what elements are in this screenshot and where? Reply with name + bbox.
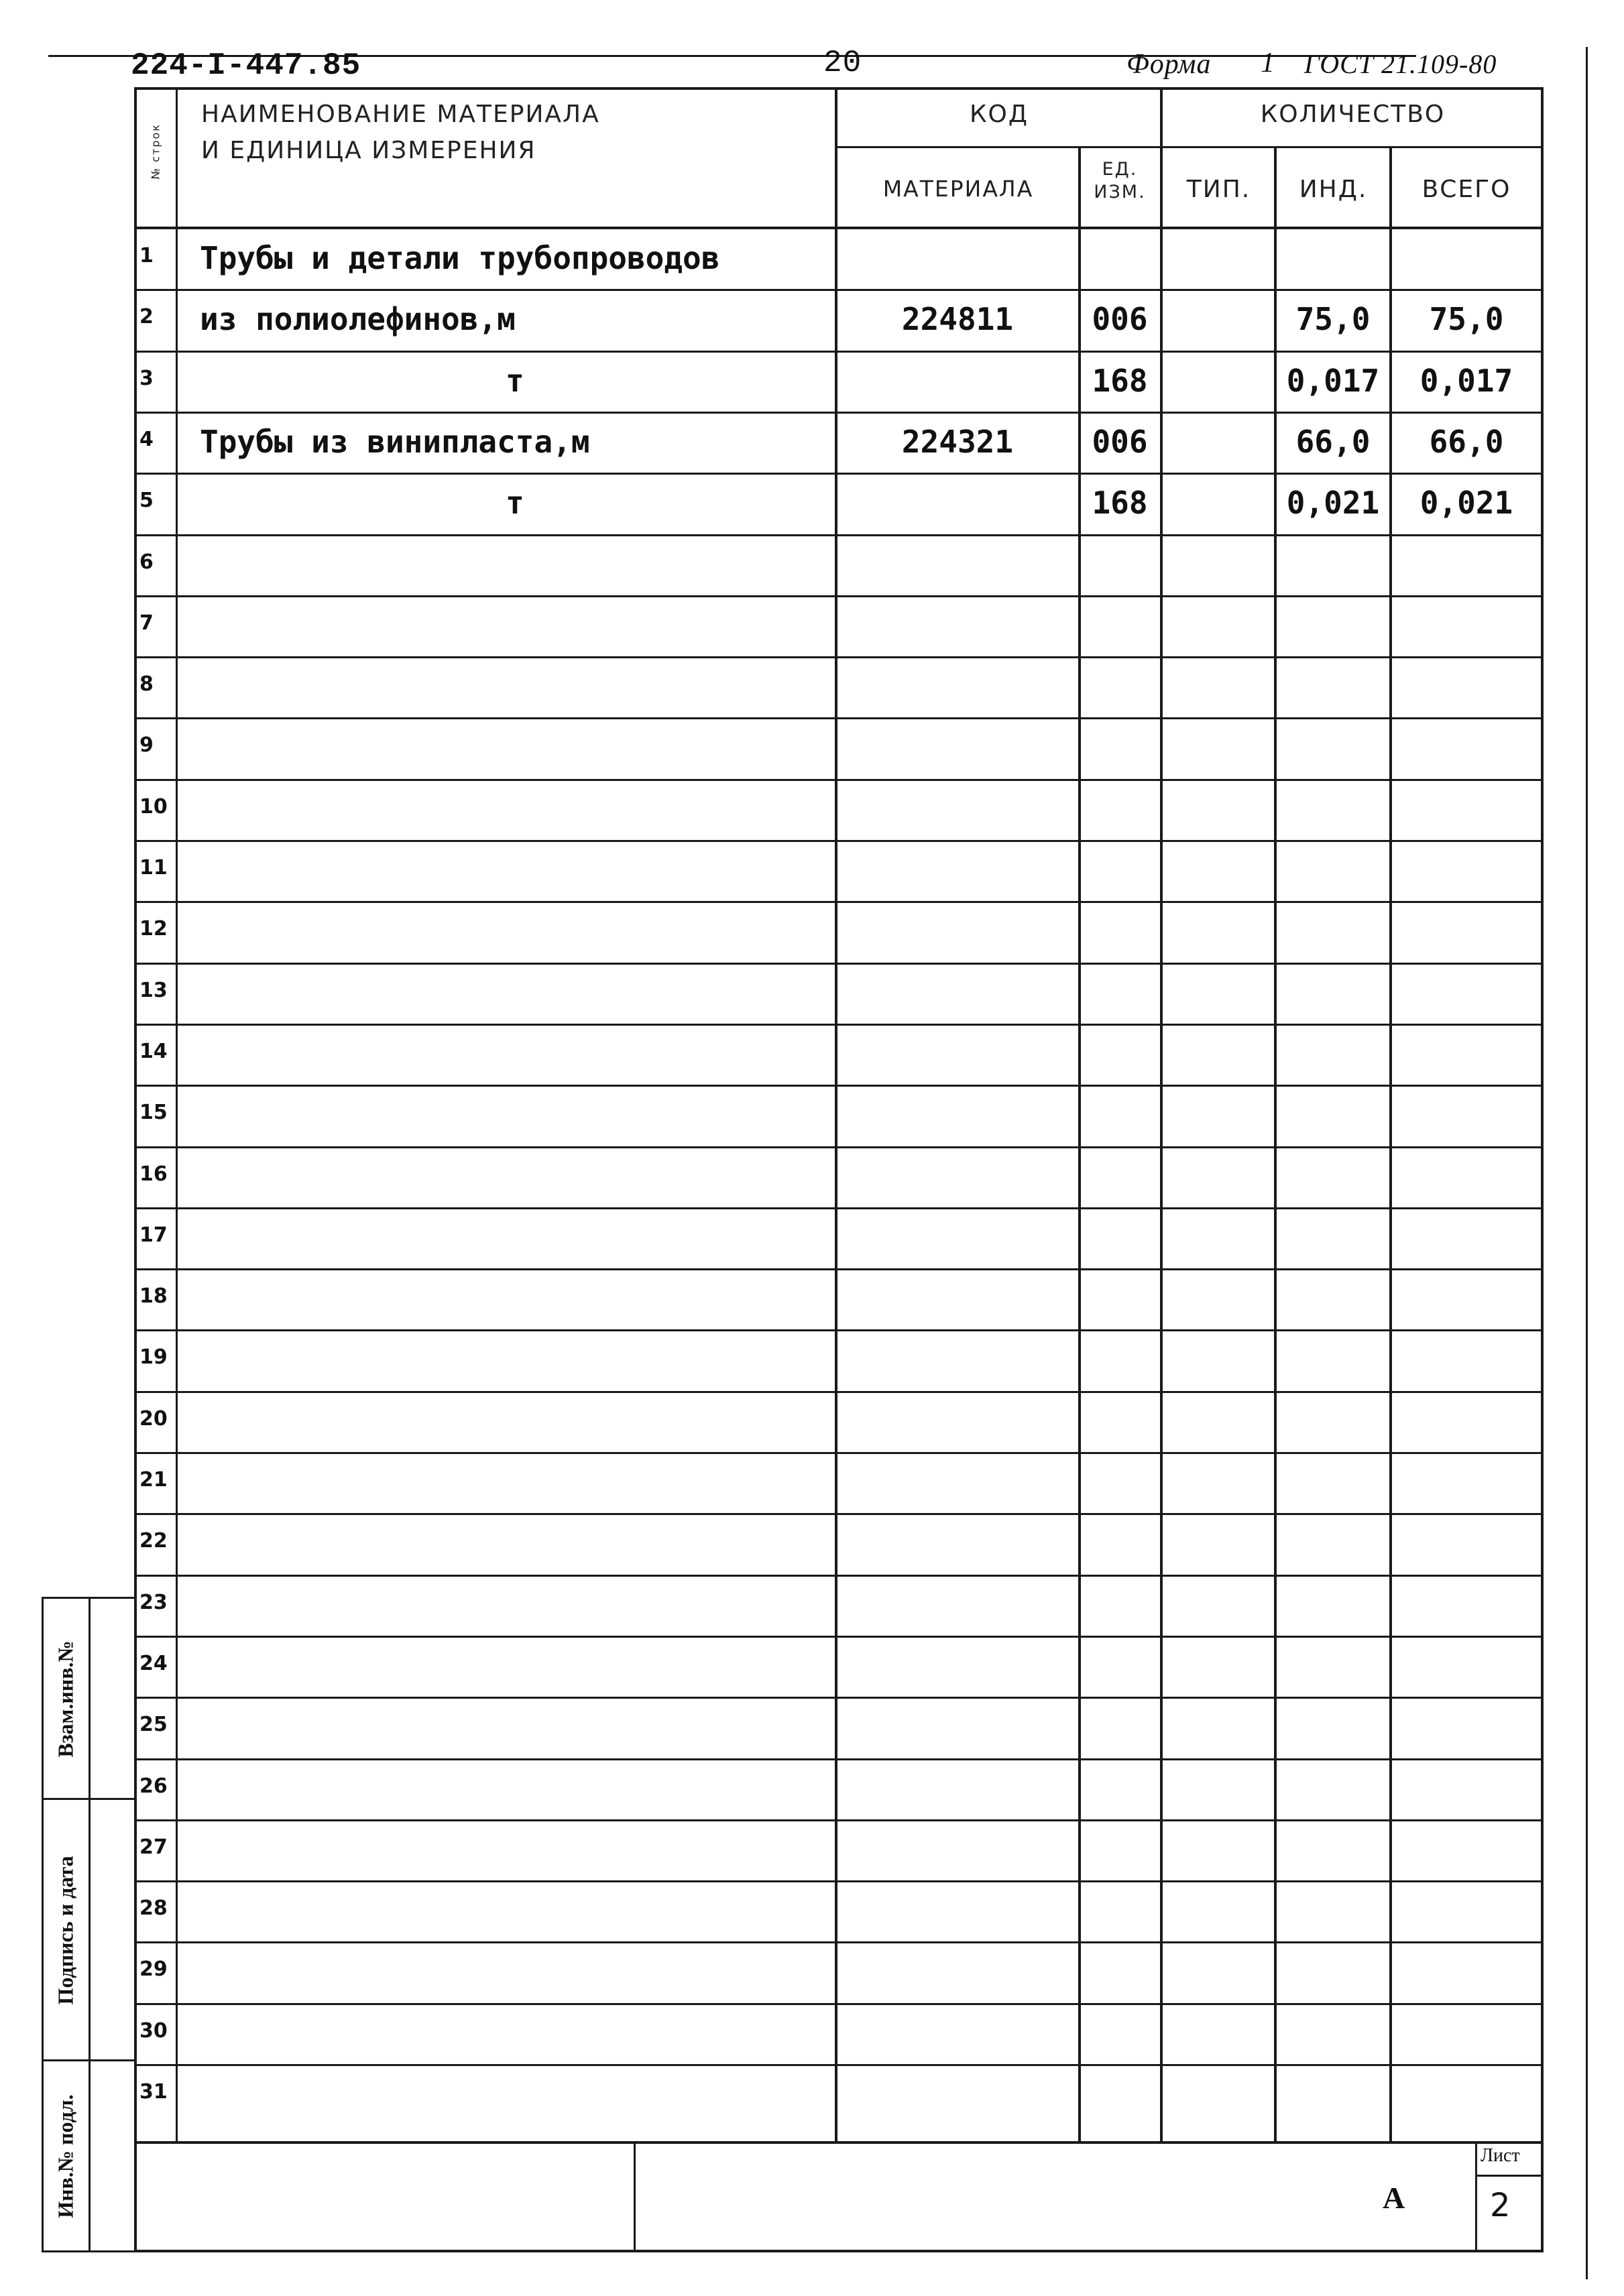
row-rule [134,289,1544,291]
page-number: 20 [823,46,862,80]
row-number: 11 [139,856,168,880]
col-rule-typ [1274,146,1277,2141]
cell-ind: 75,0 [1295,301,1371,338]
row-number: 24 [139,1651,168,1675]
row-rule [134,1941,1544,1943]
row-rule [134,595,1544,597]
row-rule [134,1268,1544,1270]
header-bottom-rule [134,227,1544,229]
row-rule [134,963,1544,965]
col-rule-code [1078,146,1081,2141]
col-header-total: ВСЕГО [1422,176,1511,203]
row-rule [134,1024,1544,1026]
header-sub-rule [835,146,1544,148]
row-number: 20 [139,1406,168,1431]
row-rule [134,1819,1544,1821]
cell-name: из полиолефинов,м [200,301,516,338]
doc-code: 224-I-447.85 [131,48,361,83]
format-label: А [1383,2181,1405,2215]
row-number: 1 [139,244,154,267]
col-header-typ: ТИП. [1186,176,1251,203]
row-number: 26 [139,1774,168,1798]
row-rule [134,1697,1544,1699]
col-header-unit: ЕД. ИЗМ. [1094,159,1146,202]
row-rule [134,534,1544,536]
row-number: 10 [139,794,168,819]
row-number: 29 [139,1957,168,1982]
row-rule [134,1575,1544,1577]
row-number: 17 [139,1223,168,1247]
row-number: 30 [139,2018,168,2043]
cell-total: 0,021 [1419,485,1513,522]
side-stamp-signature: Подпись и дата [53,1855,78,2005]
row-number: 19 [139,1345,168,1370]
cell-name: Трубы и детали трубопроводов [200,240,720,276]
cell-unit: 006 [1092,301,1148,338]
cell-ind: 66,0 [1295,423,1371,460]
row-number: 22 [139,1529,168,1553]
row-number: 27 [139,1835,168,1859]
side-stamp-inventory: Инв.№ подл. [53,2094,78,2218]
row-number: 16 [139,1162,168,1186]
sheet-label: Лист [1481,2145,1520,2166]
row-rule [134,1207,1544,1209]
row-rule [134,779,1544,781]
row-number: 31 [139,2080,168,2104]
form-number: 1 [1261,48,1275,78]
col-header-name-line2: И ЕДИНИЦА ИЗМЕРЕНИЯ [201,137,536,164]
stamp-divider [634,2141,636,2252]
row-rule [134,1146,1544,1148]
col-header-material: МАТЕРИАЛА [882,176,1034,202]
cell-name: т [506,362,524,399]
cell-unit: 006 [1092,423,1148,460]
cell-ind: 0,017 [1286,362,1380,399]
row-rule [134,1329,1544,1331]
cell-unit: 168 [1092,362,1148,399]
side-stamp-exchange: Взам.инв.№ [53,1640,78,1758]
col-header-quantity: КОЛИЧЕСТВО [1260,101,1446,128]
row-number: 6 [139,550,154,574]
row-rule [134,1636,1544,1638]
stamp-top-rule [134,2141,1544,2144]
row-rule [134,656,1544,658]
col-header-ind: ИНД. [1299,176,1368,203]
col-header-name-line1: НАИМЕНОВАНИЕ МАТЕРИАЛА [201,101,600,128]
row-rule [134,1452,1544,1454]
row-rule [134,1880,1544,1882]
row-number: 12 [139,917,168,941]
row-rule [134,412,1544,414]
right-margin-rule [1586,47,1588,2279]
cell-ind: 0,021 [1286,485,1380,522]
row-number: 21 [139,1468,168,1492]
form-label: Форма [1126,49,1212,80]
gost-reference: ГОСТ 21.109-80 [1304,49,1497,79]
cell-name: Трубы из винипласта,м [200,423,590,460]
row-rule [134,473,1544,475]
row-number: 4 [139,427,154,451]
col-header-code: КОД [969,101,1029,128]
row-rule [134,901,1544,903]
cell-name: т [506,485,524,522]
cell-total: 66,0 [1429,423,1504,460]
side-stamp [42,1597,137,2252]
cell-code: 224321 [901,423,1014,460]
row-number: 13 [139,978,168,1002]
sheet-box-rule [1475,2175,1542,2177]
row-rule [134,840,1544,842]
col-rule-unit [1160,87,1163,2141]
frame-top [134,87,1544,90]
sheet-number: 2 [1490,2187,1511,2224]
row-number: 9 [139,733,154,758]
row-rule [134,351,1544,353]
row-rule [134,1085,1544,1087]
col-rule-name [835,87,837,2141]
row-number: 3 [139,366,154,390]
row-number: 28 [139,1896,168,1921]
row-rule [134,717,1544,719]
row-number: 2 [139,305,154,329]
cell-code: 224811 [901,301,1014,338]
row-rule [134,1758,1544,1760]
row-rule [134,1513,1544,1515]
cell-total: 0,017 [1419,362,1513,399]
row-rule [134,2064,1544,2066]
row-number: 23 [139,1590,168,1614]
row-rule [134,1391,1544,1393]
cell-unit: 168 [1092,485,1148,522]
sheet-box-left [1475,2141,1477,2252]
col-rule-ind [1389,146,1392,2141]
col-header-rownum: № строк [149,123,162,180]
row-number: 5 [139,489,154,513]
frame-bottom [134,2250,1544,2252]
cell-total: 75,0 [1429,301,1504,338]
row-rule [134,2003,1544,2005]
row-number: 15 [139,1101,168,1125]
row-number: 8 [139,672,154,697]
row-number: 18 [139,1284,168,1309]
row-number: 7 [139,611,154,635]
row-number: 14 [139,1039,168,1063]
row-number: 25 [139,1713,168,1737]
